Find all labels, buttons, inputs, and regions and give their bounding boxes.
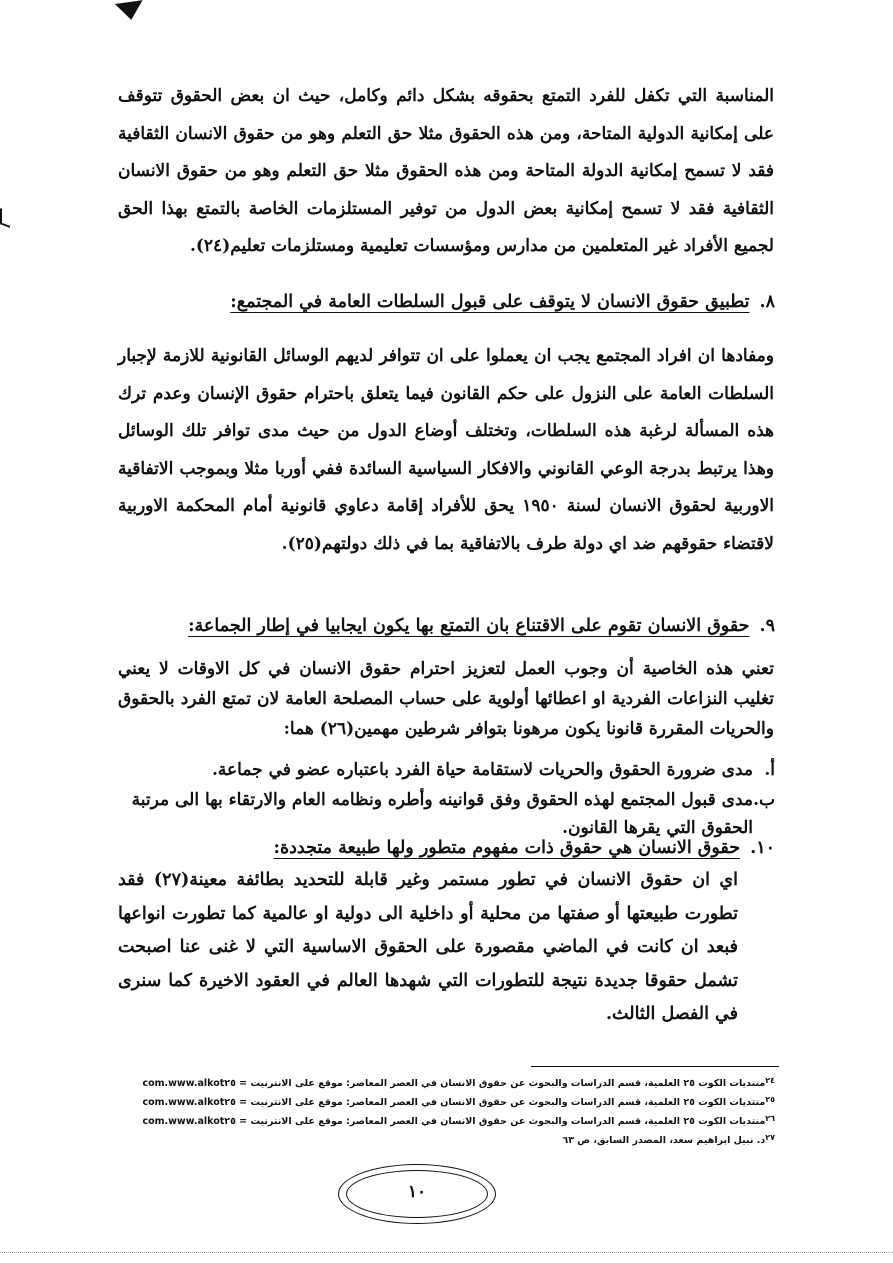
list-item-b — [117, 786, 775, 842]
section-10-heading — [274, 838, 776, 858]
footnote-24-text: منتديات الكوت ٢٥ العلمية، قسم الدراسات والبحوث عن حقوق الانسان في العصر المعاصر: موقع على الانترنيت = www.alkot٢٥.com — [142, 1078, 766, 1089]
footnote-26-num: ٢٦ — [765, 1114, 775, 1123]
section-10-title: حقوق الانسان هي حقوق ذات مفهوم متطور ولها طبيعة متجددة: — [273, 838, 741, 858]
intro-paragraph: المناسبة التي تكفل للفرد التمتع بحقوقه بشكل دائم وكامل، حيث ان بعض الحقوق تتوقف على إمكانية الدولية المتاحة، ومن هذه الحقوق مثلا حق التعلم وهو من حقوق الانسان الثقافية فقد لا تسمح إمكانية الدولة المتاحة ومن هذه الحقوق مثلا حق التعلم وهو من حقوق الانسان الثقافية فقد لا تسمح إمكانية بعض الدول من توفير المستلزمات الخاصة بالتمتع بهذا الحق لجميع الأفراد غير المتعلمين من مدارس ومؤسسات تعليمية ومستلزمات تعليم(٢٤). — [118, 86, 774, 256]
footnote-26 — [142, 1110, 775, 1131]
footnote-24 — [142, 1072, 775, 1093]
footnote-25-num: ٢٥ — [765, 1095, 775, 1104]
page-number: ١٠ — [407, 1182, 427, 1202]
list-item-a-text: مدى ضرورة الحقوق والحريات لاستقامة حياة الفرد باعتباره عضو في جماعة. — [211, 760, 753, 780]
margin-mark-icon — [0, 208, 10, 228]
section-8-heading — [230, 292, 775, 312]
section-10-body: اي ان حقوق الانسان في تطور مستمر وغير قابلة للتحديد بطائفة معينة(٢٧) فقد تطورت طبيعتها أو صفتها من محلية أو داخلية الى دولية او عالمية كما تطورت انواعها فبعد ان كانت في الماضي مقصورة على الحقوق الاساسية التي لا غنى عنا اصبحت تشمل حقوقا جديدة نتيجة للتطورات التي شهدها العالم في العقود الاخيرة كما سنرى في الفصل الثالث. — [118, 870, 738, 1024]
page-number-badge — [338, 1164, 496, 1224]
list-item-a — [133, 756, 775, 784]
section-9-heading — [188, 616, 775, 636]
section-9-title: حقوق الانسان تقوم على الاقتناع بان التمتع بها يكون ايجابيا في إطار الجماعة: — [188, 616, 750, 636]
list-item-b-label: ب. — [753, 790, 775, 810]
section-8-title: تطبيق حقوق الانسان لا يتوقف على قبول السلطات العامة في المجتمع: — [230, 292, 750, 312]
footnote-25-text: منتديات الكوت ٢٥ العلمية، قسم الدراسات والبحوث عن حقوق الانسان في العصر المعاصر: موقع على الانترنيت = www.alkot٢٥.com — [142, 1097, 766, 1108]
bottom-dotted-line — [0, 1252, 893, 1253]
footnote-27 — [562, 1129, 775, 1150]
list-item-a-label: أ. — [764, 760, 775, 780]
section-9-body: تعني هذه الخاصية أن وجوب العمل لتعزيز احترام حقوق الانسان في كل الاوقات لا يعني تغليب النزاعات الفردية او اعطائها أولوية على حساب المصلحة العامة لان تمتع الفرد بالحقوق والحريات المقررة قانونا يكون مرهونا بتوافر شرطين مهمين(٢٦) هما: — [118, 659, 774, 739]
footnote-25 — [142, 1091, 775, 1112]
section-8-body: ومفادها ان افراد المجتمع يجب ان يعملوا على ان تتوافر لديهم الوسائل القانونية للازمة لإجبار السلطات العامة على النزول على حكم القانون فيما يتعلق باحترام حقوق الإنسان وعدم ترك هذه المسألة لرغبة هذه السلطات، وتختلف أوضاع الدول من حيث مدى توافر تلك الوسائل وهذا يرتبط بدرجة الوعي القانوني والافكار السياسية السائدة ففي أوربا مثلا وبموجب الاتفاقية الاوربية لحقوق الانسان لسنة ١٩٥٠ يحق للأفراد إقامة دعاوي قانونية أمام المحكمة الاوربية لاقتضاء حقوقهم ضد اي دولة طرف بالاتفاقية بما في ذلك دولتهم(٢٥). — [118, 346, 774, 554]
footnote-27-num: ٢٧ — [765, 1133, 775, 1142]
section-8-number: ٨. — [759, 292, 775, 312]
footnote-divider — [531, 1066, 779, 1067]
footnote-26-text: منتديات الكوت ٢٥ العلمية، قسم الدراسات والبحوث عن حقوق الانسان في العصر المعاصر: موقع على الانترنيت = www.alkot٢٥.com — [142, 1116, 766, 1127]
footnote-24-num: ٢٤ — [765, 1076, 775, 1085]
section-10-number: ١٠. — [750, 838, 775, 858]
section-9-number: ٩. — [759, 616, 775, 636]
footnote-27-text: د. نبيل ابراهيم سعد، المصدر السابق، ص ٦٣ — [562, 1135, 766, 1146]
corner-mark-icon — [115, 0, 145, 22]
list-item-b-text: مدى قبول المجتمع لهذه الحقوق وفق قوانينه وأطره ونظامه العام والارتقاء بها الى مرتبة الحقوق التي يقرها القانون. — [131, 790, 753, 838]
